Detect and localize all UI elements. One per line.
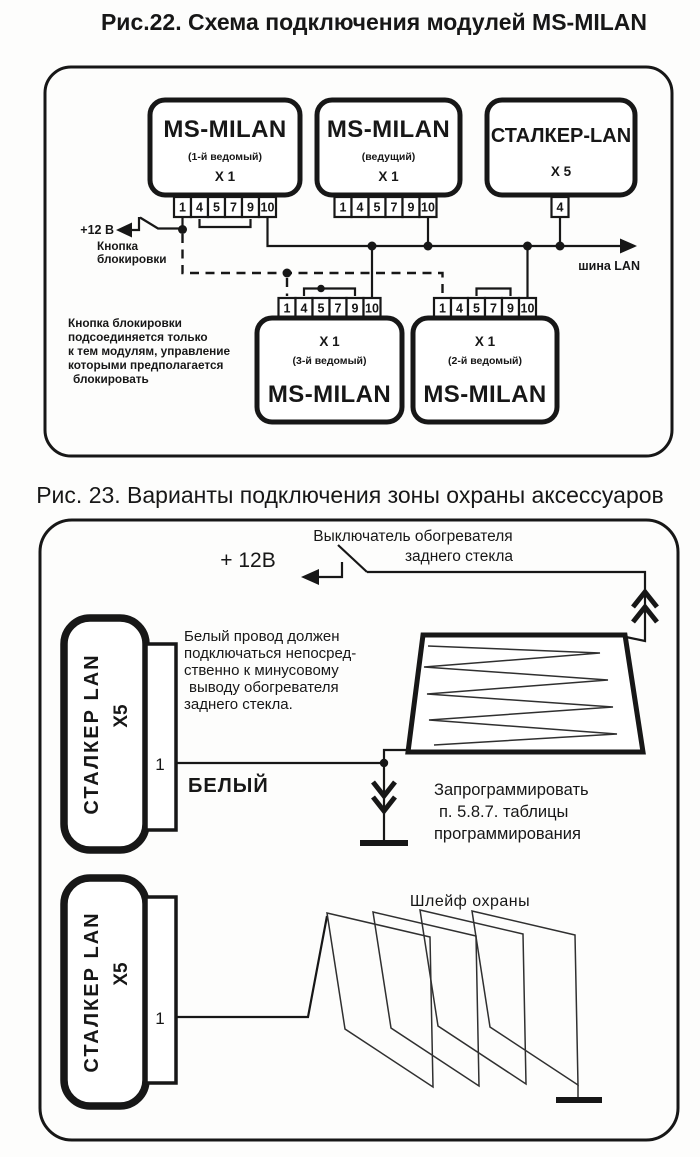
bus-wire xyxy=(268,217,623,246)
pin-label: 1 xyxy=(155,755,165,774)
loop-wire-in xyxy=(176,916,327,1017)
note-line: подсоединяется только xyxy=(68,330,208,344)
switch-contact xyxy=(131,217,139,230)
note-line: программирования xyxy=(434,825,581,843)
unit-box xyxy=(64,618,146,850)
module-ms-milan-slave1 xyxy=(150,100,300,227)
white-wire-note xyxy=(184,628,356,713)
switch-label-line2: заднего стекла xyxy=(404,548,514,565)
pin-label: 7 xyxy=(230,200,237,215)
unit-connector-vertical: X5 xyxy=(111,962,132,986)
module-subtitle: (1-й ведомый) xyxy=(188,151,262,163)
button-label-line2: блокировки xyxy=(97,252,167,266)
pin-label: 9 xyxy=(507,301,514,316)
pin-label: 10 xyxy=(260,200,275,215)
pin-label: 4 xyxy=(456,301,463,316)
pin-row xyxy=(434,298,536,318)
connector-strip xyxy=(146,644,176,830)
pin-label: 4 xyxy=(300,301,308,316)
pin-label: 10 xyxy=(421,200,435,215)
switch-label-line1: Выключатель обогревателя xyxy=(313,528,513,545)
junction-dot xyxy=(283,269,292,278)
button-label-line1: Кнопка xyxy=(97,239,139,253)
note-line: п. 5.8.7. таблицы xyxy=(439,803,569,821)
stalker-unit-upper xyxy=(64,618,176,850)
pin-label: 5 xyxy=(213,200,220,215)
switch-lever xyxy=(140,218,181,229)
pin-jumper-bracket xyxy=(200,219,251,227)
module-title: MS-MILAN xyxy=(163,116,287,143)
note-line: ственно к минусовому xyxy=(184,662,339,679)
module-stalker-lan xyxy=(487,100,635,217)
module-title: MS-MILAN xyxy=(326,116,451,143)
note-line: Запрограммировать xyxy=(434,781,589,799)
pin-label: 1 xyxy=(283,301,291,316)
pin-label: 9 xyxy=(407,200,415,215)
module-connector: X 5 xyxy=(550,164,572,179)
note-line: заднего стекла. xyxy=(184,696,293,713)
fig22-diagram xyxy=(45,67,672,456)
module-connector: X 1 xyxy=(378,169,399,184)
pin-label: 5 xyxy=(373,200,381,215)
fig22-note xyxy=(68,316,231,386)
supply-label: +12 В xyxy=(80,223,114,237)
wire xyxy=(384,750,408,759)
loop-label: Шлейф охраны xyxy=(409,893,531,910)
unit-name-vertical: СТАЛКЕР LAN xyxy=(81,911,103,1073)
left-arrow-icon xyxy=(301,569,319,585)
module-subtitle: (3-й ведомый) xyxy=(292,355,367,367)
module-title: СТАЛКЕР-LAN xyxy=(490,125,632,147)
junction-dot xyxy=(178,225,187,234)
bus-arrow-icon xyxy=(620,239,637,254)
pin-label: 10 xyxy=(520,301,535,316)
pin-label: 5 xyxy=(317,301,325,316)
note-line: блокировать xyxy=(73,372,149,386)
pin-jumper-bracket xyxy=(304,289,355,297)
unit-name-vertical: СТАЛКЕР LAN xyxy=(81,653,103,815)
module-ms-milan-slave3 xyxy=(257,285,402,422)
rear-window-heater xyxy=(408,635,643,752)
junction-dot xyxy=(380,759,388,767)
junction-dot xyxy=(424,242,433,251)
pin-label: 9 xyxy=(247,200,254,215)
pin-row xyxy=(174,197,276,217)
pin-label: 4 xyxy=(556,200,564,215)
fig23-title: Рис. 23. Варианты подключения зоны охраны аксессуаров xyxy=(36,482,664,508)
pin-label: 9 xyxy=(351,301,359,316)
window-pane xyxy=(373,912,479,1086)
note-line: к тем модулям, управление xyxy=(68,344,231,358)
pin-label: 1 xyxy=(155,1009,165,1028)
pin-row xyxy=(279,298,381,318)
connector-strip xyxy=(146,897,176,1083)
module-connector: X 1 xyxy=(214,169,236,184)
module-ms-milan-master xyxy=(317,100,460,217)
pin-label: 1 xyxy=(179,200,186,215)
blocking-button-switch xyxy=(80,217,181,266)
pin-label: 7 xyxy=(334,301,342,316)
pin-label: 5 xyxy=(473,301,480,316)
module-connector: X 1 xyxy=(474,334,496,349)
program-note xyxy=(434,781,589,843)
pin-label: 1 xyxy=(339,200,347,215)
module-connector: X 1 xyxy=(319,334,340,349)
unit-box xyxy=(64,878,146,1106)
bus-label: шина LAN xyxy=(578,259,640,273)
wire-to-heater xyxy=(367,572,645,641)
module-subtitle: (2-й ведомый) xyxy=(448,355,522,367)
white-wire-label: БЕЛЫЙ xyxy=(188,775,269,797)
fig23-diagram xyxy=(40,520,678,1140)
supply-label: + 12В xyxy=(220,549,276,572)
pin-label: 7 xyxy=(390,200,398,215)
note-line: Белый провод должен xyxy=(184,628,340,645)
stalker-unit-lower xyxy=(64,878,176,1106)
security-loop xyxy=(176,893,602,1100)
pin-row xyxy=(335,197,437,217)
module-title: MS-MILAN xyxy=(423,381,547,408)
unit-connector-vertical: X5 xyxy=(111,704,132,728)
module-subtitle: (ведущий) xyxy=(361,151,416,163)
pin-jumper-bracket xyxy=(477,289,511,297)
blocking-dashed-line xyxy=(183,234,443,296)
dashed-wire xyxy=(183,234,443,296)
note-line: которыми предполагается xyxy=(68,358,224,372)
module-title: MS-MILAN xyxy=(267,381,392,408)
left-arrow-icon xyxy=(116,223,132,238)
switch-contact xyxy=(318,562,342,577)
pin-label: 7 xyxy=(490,301,497,316)
pin-label: 1 xyxy=(439,301,446,316)
pin-label: 4 xyxy=(356,200,364,215)
junction-dot xyxy=(368,242,377,251)
pin-label: 4 xyxy=(196,200,203,215)
white-wire-circuit xyxy=(176,750,408,843)
pin-label: 10 xyxy=(365,301,379,316)
lan-bus xyxy=(178,217,640,298)
heater-switch xyxy=(220,528,657,641)
note-line: подключаться непосред- xyxy=(184,645,357,662)
module-box xyxy=(487,100,635,195)
junction-dot xyxy=(317,285,325,293)
junction-dot xyxy=(556,242,565,251)
note-line: Кнопка блокировки xyxy=(68,316,182,330)
note-line: выводу обогревателя xyxy=(189,679,339,696)
junction-dot xyxy=(523,242,532,251)
window-pane xyxy=(327,913,433,1087)
module-ms-milan-slave2 xyxy=(413,289,557,423)
fig22-title: Рис.22. Схема подключения модулей MS-MILAN xyxy=(100,9,648,35)
